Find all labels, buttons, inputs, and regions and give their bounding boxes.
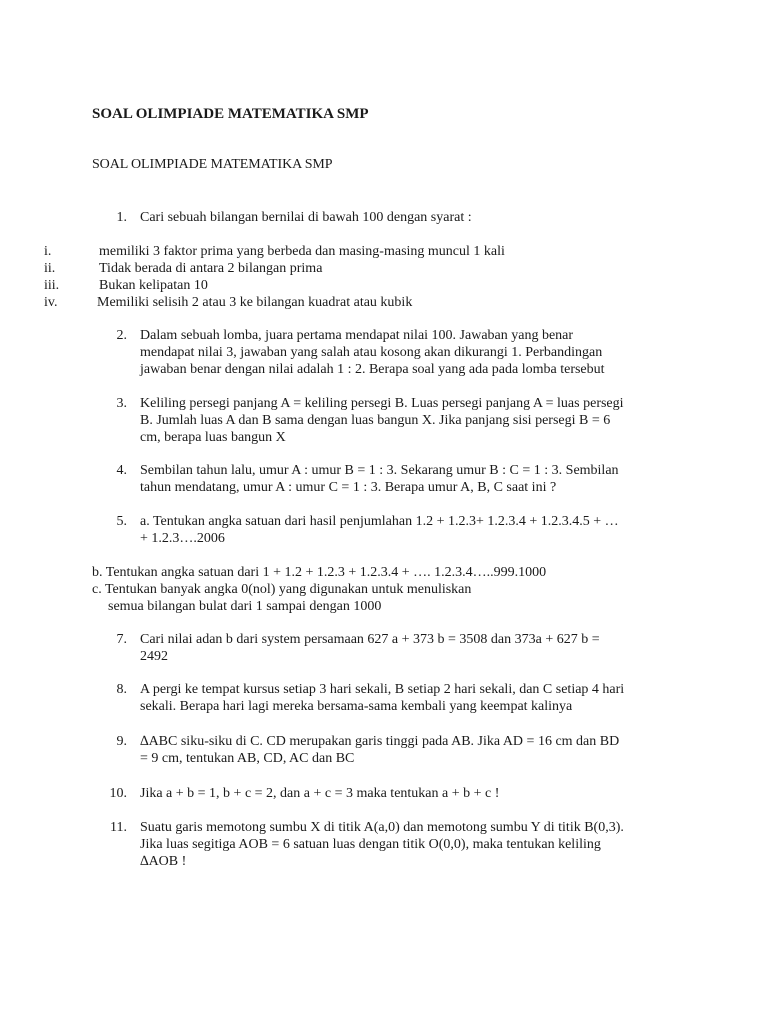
- condition-text: Memiliki selisih 2 atau 3 ke bilangan kuadrat atau kubik: [97, 295, 413, 310]
- condition-text: Tidak berada di antara 2 bilangan prima: [99, 261, 323, 276]
- question-10-text: Jika a + b = 1, b + c = 2, dan a + c = 3 maka tentukan a + b + c !: [140, 786, 500, 801]
- condition-roman: ii.: [44, 261, 56, 276]
- question-number: 3.: [116, 396, 127, 411]
- text-line: ∆AOB !: [140, 854, 187, 869]
- question-number: 9.: [116, 734, 127, 749]
- text-line: 2492: [140, 649, 168, 664]
- text-line: Keliling persegi panjang A = keliling persegi B. Luas persegi panjang A = luas persegi: [140, 396, 624, 411]
- question-number: 4.: [116, 463, 127, 478]
- text-line: a. Tentukan angka satuan dari hasil penjumlahan 1.2 + 1.2.3+ 1.2.3.4 + 1.2.3.4.5 + …: [140, 514, 619, 529]
- question-5-text: [140, 513, 619, 547]
- condition-text: Bukan kelipatan 10: [99, 278, 208, 293]
- question-9-text: [140, 733, 619, 767]
- text-line: B. Jumlah luas A dan B sama dengan luas bangun X. Jika panjang sisi persegi B = 6: [140, 413, 611, 428]
- question-11-text: [140, 819, 624, 870]
- question-5c-line: semua bilangan bulat dari 1 sampai dengan 1000: [108, 599, 382, 614]
- question-number: 10.: [109, 786, 127, 801]
- question-number: 2.: [116, 328, 127, 343]
- question-4-text: [140, 462, 619, 496]
- text-line: A pergi ke tempat kursus setiap 3 hari sekali, B setiap 2 hari sekali, dan C setiap 4 hari: [140, 682, 625, 697]
- question-3-text: [140, 395, 624, 446]
- text-line: jawaban benar dengan nilai adalah 1 : 2. Berapa soal yang ada pada lomba tersebut: [140, 362, 605, 377]
- question-number: 7.: [116, 632, 127, 647]
- question-number: 8.: [116, 682, 127, 697]
- question-5c-line: c. Tentukan banyak angka 0(nol) yang digunakan untuk menuliskan: [92, 582, 472, 597]
- condition-text: memiliki 3 faktor prima yang berbeda dan masing-masing muncul 1 kali: [99, 244, 505, 259]
- condition-roman: i.: [44, 244, 52, 259]
- question-2-text: [140, 327, 605, 378]
- document-title: SOAL OLIMPIADE MATEMATIKA SMP: [92, 106, 369, 122]
- question-1-text: Cari sebuah bilangan bernilai di bawah 100 dengan syarat :: [140, 210, 472, 225]
- condition-roman: iii.: [44, 278, 60, 293]
- question-number: 1.: [116, 210, 127, 225]
- text-line: + 1.2.3….2006: [140, 531, 225, 546]
- text-line: Sembilan tahun lalu, umur A : umur B = 1 : 3. Sekarang umur B : C = 1 : 3. Sembilan: [140, 463, 619, 478]
- text-line: Suatu garis memotong sumbu X di titik A(a,0) dan memotong sumbu Y di titik B(0,3).: [140, 820, 624, 835]
- text-line: = 9 cm, tentukan AB, CD, AC dan BC: [140, 751, 355, 766]
- question-7-text: [140, 631, 600, 665]
- text-line: ∆ABC siku-siku di C. CD merupakan garis tinggi pada AB. Jika AD = 16 cm dan BD: [140, 734, 620, 749]
- condition-roman: iv.: [44, 295, 58, 310]
- question-number: 11.: [110, 820, 127, 835]
- text-line: Cari nilai adan b dari system persamaan 627 a + 373 b = 3508 dan 373a + 627 b =: [140, 632, 600, 647]
- document-subtitle: SOAL OLIMPIADE MATEMATIKA SMP: [92, 157, 333, 172]
- text-line: mendapat nilai 3, jawaban yang salah atau kosong akan dikurangi 1. Perbandingan: [140, 345, 603, 360]
- question-number: 5.: [116, 514, 127, 529]
- text-line: cm, berapa luas bangun X: [140, 430, 286, 445]
- question-8-text: [140, 681, 624, 715]
- text-line: tahun mendatang, umur A : umur C = 1 : 3. Berapa umur A, B, C saat ini ?: [140, 480, 557, 495]
- question-5b-text: b. Tentukan angka satuan dari 1 + 1.2 + 1.2.3 + 1.2.3.4 + …. 1.2.3.4…..999.1000: [92, 565, 547, 580]
- text-line: sekali. Berapa hari lagi mereka bersama-sama kembali yang keempat kalinya: [140, 699, 573, 714]
- text-line: Dalam sebuah lomba, juara pertama mendapat nilai 100. Jawaban yang benar: [140, 328, 574, 343]
- text-line: Jika luas segitiga AOB = 6 satuan luas dengan titik O(0,0), maka tentukan keliling: [140, 837, 601, 852]
